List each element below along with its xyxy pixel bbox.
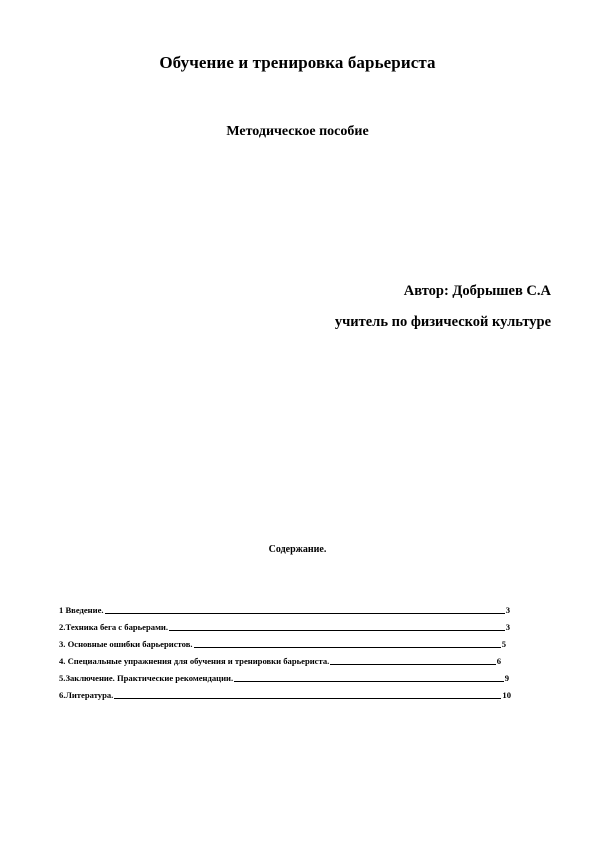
toc-item-5 (59, 671, 509, 684)
toc-item-page: 5 (501, 639, 506, 649)
document-title: Обучение и тренировка барьериста (159, 53, 436, 72)
toc-item-page: 9 (504, 673, 509, 683)
toc-leader-line (234, 681, 504, 682)
toc-item-page: 6 (496, 656, 501, 666)
toc-item-1 (59, 603, 510, 616)
toc-item-2 (59, 620, 510, 633)
toc-leader-line (114, 698, 501, 699)
toc-item-page: 3 (505, 605, 510, 615)
toc-item-text: 5.Заключение. Практические рекомендации. (59, 673, 234, 683)
toc-heading: Содержание. (268, 544, 327, 555)
toc-item-page: 10 (502, 690, 511, 700)
toc-leader-line (194, 647, 501, 648)
toc-item-text: 6.Литература. (59, 690, 114, 700)
toc-item-text: 3. Основные ошибки барьеристов. (59, 639, 193, 649)
toc-item-4 (59, 654, 501, 667)
toc-leader-line (330, 664, 495, 665)
toc-item-text: 2.Техника бега с барьерами. (59, 622, 169, 632)
document-subtitle: Методическое пособие (226, 124, 369, 139)
toc-item-text: 4. Специальные упражнения для обучения и тренировки барьериста. (59, 656, 330, 666)
author-position: учитель по физической культуре (334, 314, 551, 330)
toc-item-page: 3 (505, 622, 510, 632)
toc-item-text: 1 Введение. (59, 605, 104, 615)
toc-leader-line (169, 630, 505, 631)
toc-item-3 (59, 637, 506, 650)
author-line: Автор: Добрышев С.А (403, 283, 551, 299)
toc-item-6 (59, 688, 511, 701)
toc-leader-line (105, 613, 505, 614)
